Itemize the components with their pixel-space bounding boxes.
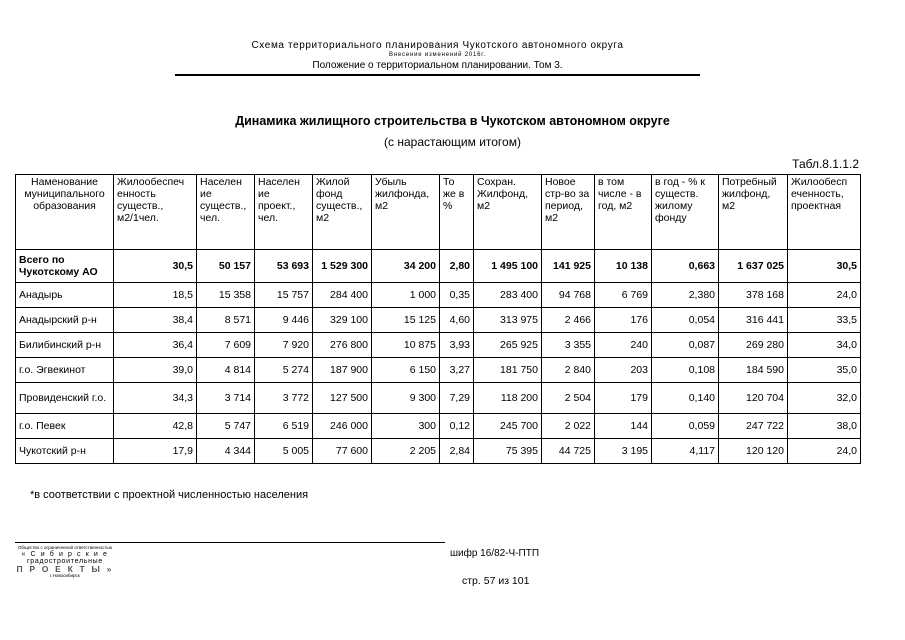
table-cell: 24,0 xyxy=(788,439,861,464)
column-header: То же в % xyxy=(440,175,474,250)
column-header: Наменование муниципального образования xyxy=(16,175,114,250)
table-cell: 94 768 xyxy=(542,283,595,308)
table-cell: 4 344 xyxy=(197,439,255,464)
footnote: *в соответствии с проектной численностью населения xyxy=(30,489,309,501)
table-cell: 0,12 xyxy=(440,414,474,439)
table-cell: 0,108 xyxy=(652,358,719,383)
table-cell: 265 925 xyxy=(474,333,542,358)
table-cell: 246 000 xyxy=(313,414,372,439)
table-cell: 35,0 xyxy=(788,358,861,383)
page-number: стр. 57 из 101 xyxy=(462,575,530,587)
header-revision: Внесение изменений 2016г. xyxy=(388,52,487,58)
table-cell: 10 875 xyxy=(372,333,440,358)
table-total-row xyxy=(16,250,861,283)
table-cell: 120 120 xyxy=(719,439,788,464)
table-cell: 30,5 xyxy=(788,250,861,283)
table-cell: 120 704 xyxy=(719,383,788,414)
table-cell: 329 100 xyxy=(313,308,372,333)
table-row xyxy=(16,308,861,333)
table-cell: 144 xyxy=(595,414,652,439)
document-title: Динамика жилищного строительства в Чукотском автономном округе xyxy=(235,114,670,128)
column-header: Населен ие существ., чел. xyxy=(197,175,255,250)
table-cell: 4,117 xyxy=(652,439,719,464)
municipality-name-cell: г.о. Эгвекинот xyxy=(16,358,114,383)
housing-dynamics-table xyxy=(15,174,861,464)
table-cell: 1 000 xyxy=(372,283,440,308)
table-cell: 2,84 xyxy=(440,439,474,464)
table-cell: 33,5 xyxy=(788,308,861,333)
table-cell: 18,5 xyxy=(114,283,197,308)
table-cell: 203 xyxy=(595,358,652,383)
logo-line: г.Новосибирск xyxy=(50,573,80,579)
table-cell: 2 022 xyxy=(542,414,595,439)
table-cell: 0,059 xyxy=(652,414,719,439)
table-cell: 4,60 xyxy=(440,308,474,333)
table-cell: 53 693 xyxy=(255,250,313,283)
table-cell: 15 358 xyxy=(197,283,255,308)
document-subtitle: (с нарастающим итогом) xyxy=(384,135,521,149)
table-cell: 2,80 xyxy=(440,250,474,283)
table-cell: 2 205 xyxy=(372,439,440,464)
column-header: Жилой фонд существ., м2 xyxy=(313,175,372,250)
municipality-name-cell: Провиденский г.о. xyxy=(16,383,114,414)
column-header: Новое стр-во за период, м2 xyxy=(542,175,595,250)
table-cell: 2 466 xyxy=(542,308,595,333)
table-cell: 17,9 xyxy=(114,439,197,464)
table-row xyxy=(16,283,861,308)
table-header-row xyxy=(16,175,861,250)
table-cell: 7 609 xyxy=(197,333,255,358)
table-cell: 7,29 xyxy=(440,383,474,414)
table-row xyxy=(16,358,861,383)
table-cell: 276 800 xyxy=(313,333,372,358)
table-cell: 4 814 xyxy=(197,358,255,383)
table-cell: 1 637 025 xyxy=(719,250,788,283)
table-cell: 181 750 xyxy=(474,358,542,383)
table-cell: 284 400 xyxy=(313,283,372,308)
table-cell: 34,0 xyxy=(788,333,861,358)
table-cell: 34 200 xyxy=(372,250,440,283)
table-cell: 10 138 xyxy=(595,250,652,283)
table-cell: 1 495 100 xyxy=(474,250,542,283)
logo-line: П Р О Е К Т Ы » xyxy=(16,564,114,575)
table-cell: 3 772 xyxy=(255,383,313,414)
table-cell: 15 757 xyxy=(255,283,313,308)
table-cell: 240 xyxy=(595,333,652,358)
table-cell: 6 769 xyxy=(595,283,652,308)
table-cell: 24,0 xyxy=(788,283,861,308)
logo-line: Общество с ограниченной ответственностью xyxy=(17,545,113,550)
table-row xyxy=(16,333,861,358)
table-cell: 3 355 xyxy=(542,333,595,358)
table-cell: 118 200 xyxy=(474,383,542,414)
table-cell: 300 xyxy=(372,414,440,439)
table-cell: 6 519 xyxy=(255,414,313,439)
table-cell: 42,8 xyxy=(114,414,197,439)
table-cell: 269 280 xyxy=(719,333,788,358)
table-cell: 50 157 xyxy=(197,250,255,283)
table-cell: 38,4 xyxy=(114,308,197,333)
table-cell: 32,0 xyxy=(788,383,861,414)
header-volume: Положение о территориальном планировании. Том 3. xyxy=(312,60,563,71)
table-cell: 378 168 xyxy=(719,283,788,308)
municipality-name-cell: Билибинский р-н xyxy=(16,333,114,358)
column-header: Жилообеспеч енность существ., м2/1чел. xyxy=(114,175,197,250)
logo-line: « С и б и р с к и е xyxy=(21,550,109,558)
table-cell: 187 900 xyxy=(313,358,372,383)
table-cell: 313 975 xyxy=(474,308,542,333)
table-row xyxy=(16,383,861,414)
table-cell: 179 xyxy=(595,383,652,414)
column-header: в том числе - в год, м2 xyxy=(595,175,652,250)
table-cell: 3,93 xyxy=(440,333,474,358)
table-cell: 2 504 xyxy=(542,383,595,414)
table-cell: 2 840 xyxy=(542,358,595,383)
table-cell: 38,0 xyxy=(788,414,861,439)
table-cell: 5 274 xyxy=(255,358,313,383)
table-cell: 2,380 xyxy=(652,283,719,308)
table-cell: 3,27 xyxy=(440,358,474,383)
table-cell: 8 571 xyxy=(197,308,255,333)
table-cell: 316 441 xyxy=(719,308,788,333)
table-cell: 15 125 xyxy=(372,308,440,333)
table-row xyxy=(16,439,861,464)
table-cell: 39,0 xyxy=(114,358,197,383)
table-cell: 44 725 xyxy=(542,439,595,464)
table-cell: 176 xyxy=(595,308,652,333)
municipality-name-cell: Анадырский р-н xyxy=(16,308,114,333)
table-cell: 245 700 xyxy=(474,414,542,439)
table-cell: 36,4 xyxy=(114,333,197,358)
municipality-name-cell: г.о. Певек xyxy=(16,414,114,439)
header-divider xyxy=(175,74,700,76)
table-cell: 127 500 xyxy=(313,383,372,414)
column-header: Жилообесп еченность, проектная xyxy=(788,175,861,250)
table-cell: 9 300 xyxy=(372,383,440,414)
table-cell: 184 590 xyxy=(719,358,788,383)
document-cipher: шифр 16/82-Ч-ПТП xyxy=(450,548,540,559)
table-cell: 30,5 xyxy=(114,250,197,283)
table-cell: 0,054 xyxy=(652,308,719,333)
table-cell: 5 005 xyxy=(255,439,313,464)
municipality-name-cell: Всего по Чукотскому АО xyxy=(16,250,114,283)
municipality-name-cell: Чукотский р-н xyxy=(16,439,114,464)
table-cell: 77 600 xyxy=(313,439,372,464)
municipality-name-cell: Анадырь xyxy=(16,283,114,308)
table-cell: 141 925 xyxy=(542,250,595,283)
company-logo xyxy=(15,546,115,579)
table-cell: 0,140 xyxy=(652,383,719,414)
table-cell: 5 747 xyxy=(197,414,255,439)
table-cell: 283 400 xyxy=(474,283,542,308)
table-cell: 3 195 xyxy=(595,439,652,464)
footer-divider xyxy=(15,542,445,543)
column-header: Потребный жилфонд, м2 xyxy=(719,175,788,250)
column-header: Сохран. Жилфонд, м2 xyxy=(474,175,542,250)
table-cell: 9 446 xyxy=(255,308,313,333)
table-cell: 34,3 xyxy=(114,383,197,414)
logo-line: градостроительные xyxy=(27,558,103,566)
table-cell: 3 714 xyxy=(197,383,255,414)
table-cell: 1 529 300 xyxy=(313,250,372,283)
table-cell: 0,35 xyxy=(440,283,474,308)
column-header: Населен ие проект., чел. xyxy=(255,175,313,250)
table-row xyxy=(16,414,861,439)
column-header: Убыль жилфонда, м2 xyxy=(372,175,440,250)
table-cell: 0,087 xyxy=(652,333,719,358)
table-cell: 0,663 xyxy=(652,250,719,283)
column-header: в год - % к существ. жилому фонду xyxy=(652,175,719,250)
table-cell: 6 150 xyxy=(372,358,440,383)
table-cell: 7 920 xyxy=(255,333,313,358)
table-cell: 75 395 xyxy=(474,439,542,464)
table-number: Табл.8.1.1.2 xyxy=(792,157,859,171)
table-cell: 247 722 xyxy=(719,414,788,439)
header-scheme-title: Схема территориального планирования Чукотского автономного округа xyxy=(251,40,624,51)
